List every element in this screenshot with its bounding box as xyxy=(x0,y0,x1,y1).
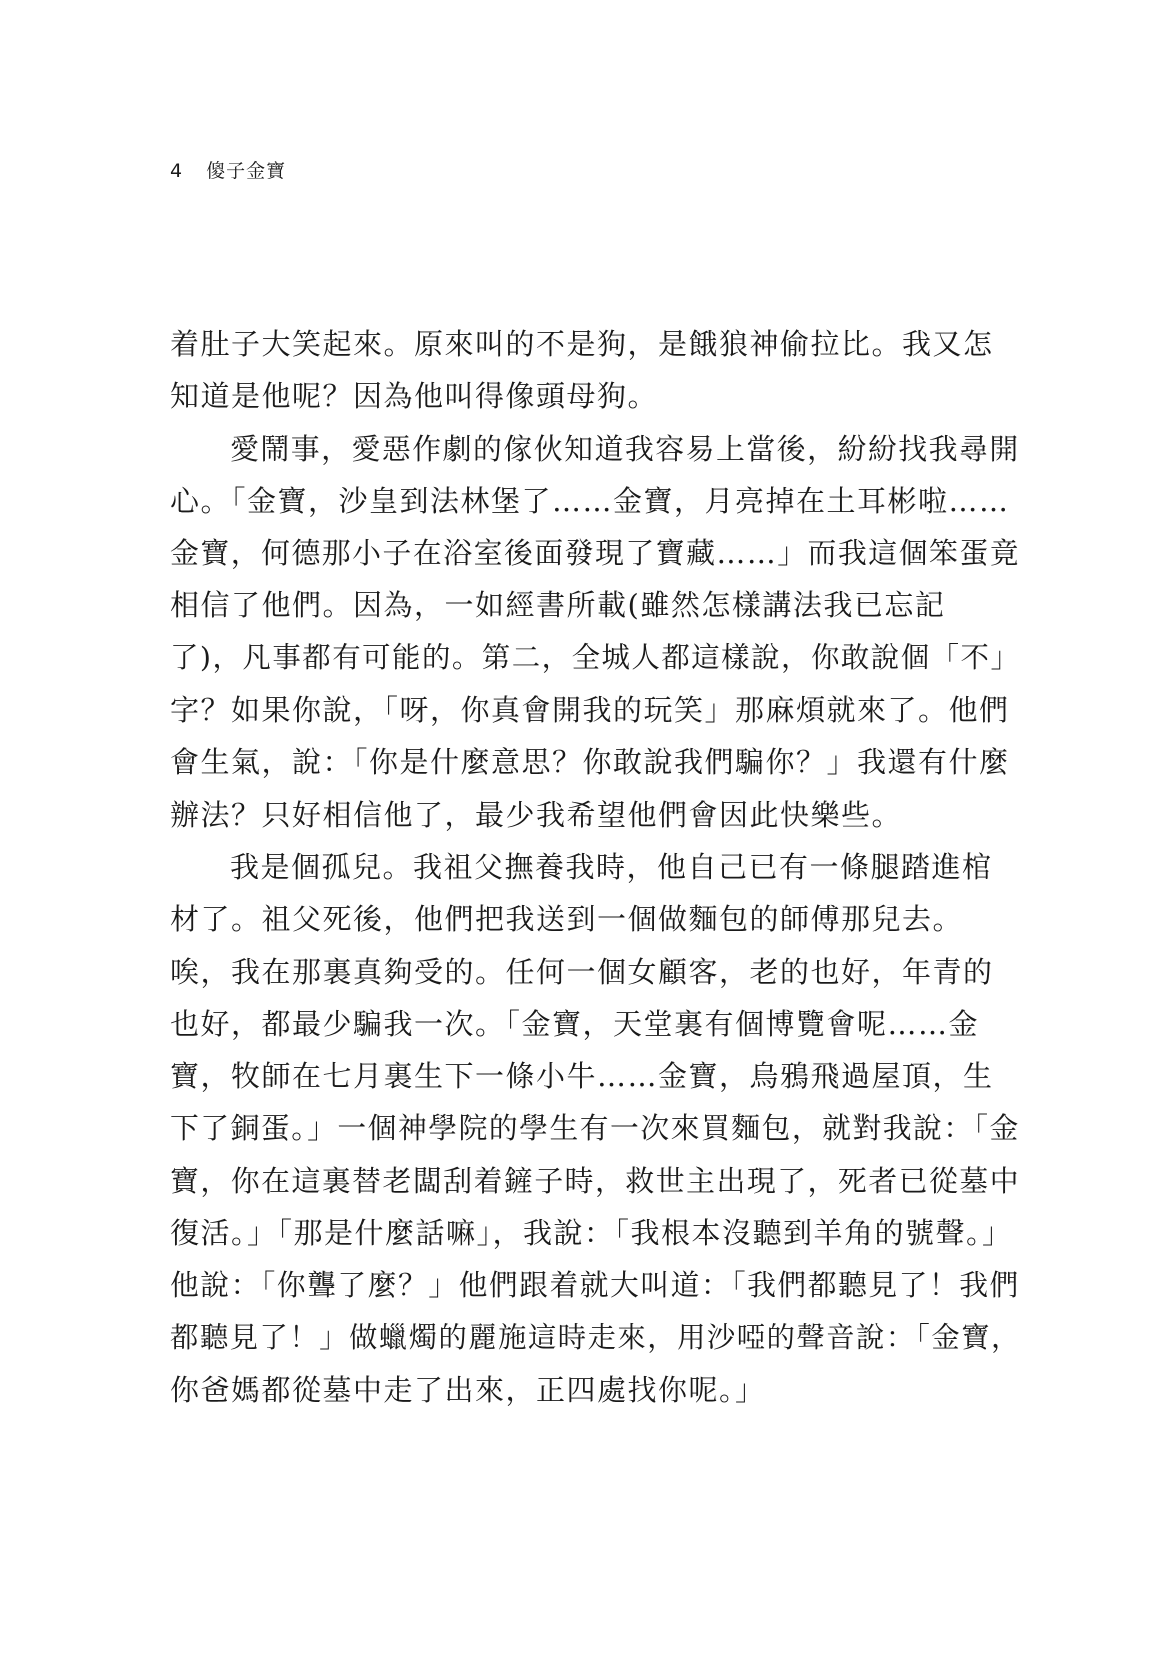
text-line: 相信了他們。因為，一如經書所載(雖然怎樣講法我已忘記 xyxy=(170,588,946,623)
text-line: 他說：「你聾了麼？」他們跟着就大叫道：「我們都聽見了！我們 xyxy=(170,1268,1020,1303)
page-number: 4 xyxy=(170,160,184,182)
text-line: 愛鬧事，愛惡作劇的傢伙知道我容易上當後，紛紛找我尋開 xyxy=(230,431,1020,466)
text-line: 心。「金寶，沙皇到法林堡了……金寶，月亮掉在土耳彬啦…… xyxy=(170,483,1010,518)
text-line: 字？如果你說，「呀，你真會開我的玩笑」那麻煩就來了。他們 xyxy=(170,693,1010,728)
text-line: 唉，我在那裏真夠受的。任何一個女顧客，老的也好，年青的 xyxy=(170,954,994,989)
text-line: 辦法？只好相信他了，最少我希望他們會因此快樂些。 xyxy=(170,797,903,832)
text-line: 寶，你在這裏替老闆刮着鏟子時，救世主出現了，死者已從墓中 xyxy=(170,1163,1021,1198)
text-line: 金寶，何德那小子在浴室後面發現了寶藏……」而我這個笨蛋竟 xyxy=(170,536,1021,571)
text-line: 材了。祖父死後，他們把我送到一個做麵包的師傅那兒去。 xyxy=(170,902,964,937)
page-header xyxy=(170,156,286,183)
text-line: 下了銅蛋。」一個神學院的學生有一次來買麵包，就對我說：「金 xyxy=(170,1111,1020,1146)
text-line: 復活。」「那是什麼話嘛」，我說：「我根本沒聽到羊角的號聲。」 xyxy=(170,1216,1013,1251)
text-line: 你爸媽都從墓中走了出來，正四處找你呢。」 xyxy=(170,1372,766,1407)
text-line: 知道是他呢？因為他叫得像頭母狗。 xyxy=(170,379,659,414)
text-line: 了)，凡事都有可能的。第二，全城人都這樣說，你敢說個「不」 xyxy=(170,640,1021,674)
text-line: 着肚子大笑起來。原來叫的不是狗，是餓狼神偷拉比。我又怎 xyxy=(170,327,994,361)
text-line: 也好，都最少騙我一次。「金寶，天堂裏有個博覽會呢……金 xyxy=(170,1006,980,1041)
book-title: 傻子金寶 xyxy=(206,160,287,182)
text-line: 會生氣，說：「你是什麼意思？你敢說我們騙你？」我還有什麼 xyxy=(170,745,1010,780)
body-text xyxy=(170,318,1020,1416)
text-line: 寶，牧師在七月裏生下一條小牛……金寶，烏鴉飛過屋頂，生 xyxy=(170,1059,994,1094)
text-line: 都聽見了！」做蠟燭的麗施這時走來，用沙啞的聲音說：「金寶， xyxy=(170,1320,1021,1354)
text-line: 我是個孤兒。我祖父撫養我時，他自己已有一條腿踏進棺 xyxy=(230,849,993,884)
